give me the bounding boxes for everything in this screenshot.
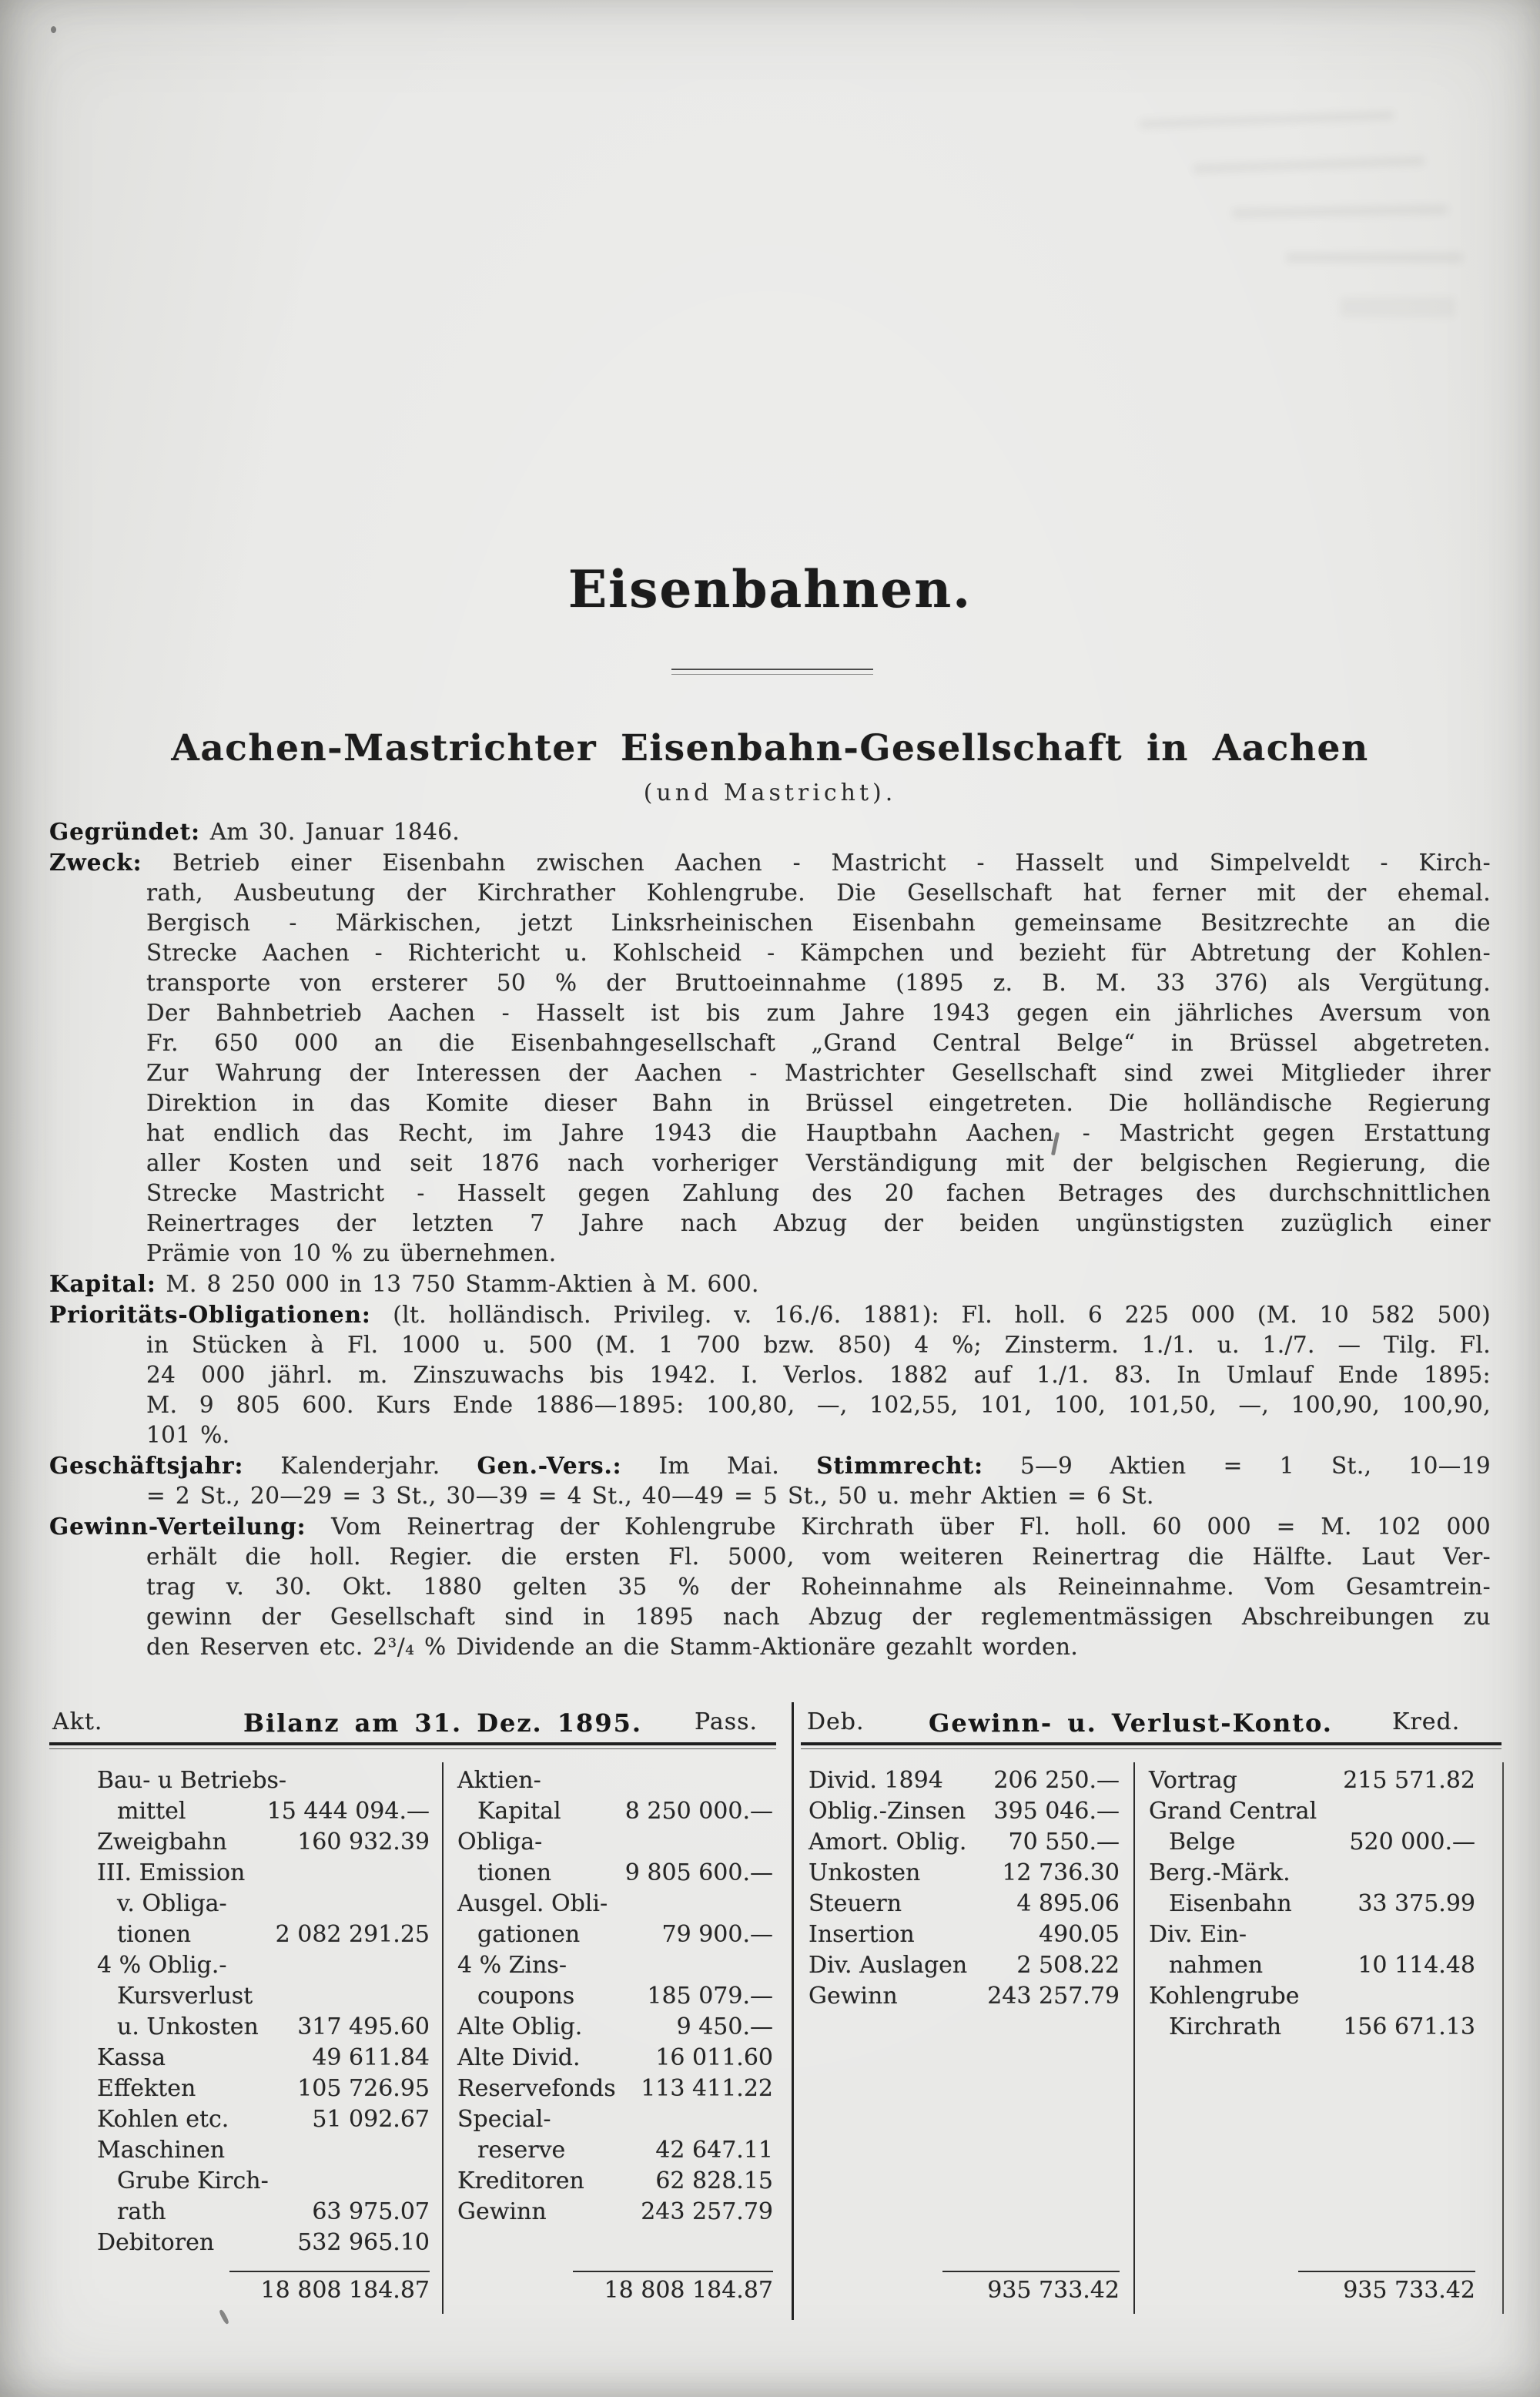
ledger-row (457, 2073, 773, 2104)
field-text: erhält die holl. Regier. die ersten Fl. 5000, vom weiteren Reinertrag die Hälfte. Laut Ver- (146, 1544, 1491, 1570)
ledger-value: 206 250.— (993, 1767, 1120, 1794)
ledger-value: 62 828.15 (655, 2167, 773, 2194)
ledger-label: Div. Auslagen (808, 1952, 968, 1979)
ledger-line: 4 % Zins- (457, 1952, 567, 1979)
text-line (49, 1269, 1491, 1299)
ledger-line-with-value (457, 1981, 773, 2012)
bilanz-aktiva-corner-label: Akt. (52, 1708, 103, 1735)
ledger-value: 105 726.95 (297, 2075, 430, 2102)
text-line (49, 1360, 1491, 1390)
ledger-value: 70 550.— (1008, 1829, 1120, 1856)
financial-tables (49, 1704, 1505, 2382)
ledger-value: 42 647.11 (655, 2137, 773, 2164)
ledger-line: Div. Ein- (1149, 1921, 1247, 1948)
ledger-label: nahmen (1169, 1952, 1264, 1979)
ledger-line-with-value (808, 1950, 1120, 1981)
ledger-line-with-value (1149, 2012, 1475, 2043)
ledger-line: Bau- u Betriebs- (97, 1767, 287, 1794)
field-text: = 2 St., 20—29 = 3 St., 30—39 = 4 St., 40—49 = 5 St., 50 u. mehr Aktien = 6 St. (146, 1483, 1154, 1509)
field-label: Gewinn-Verteilung: (49, 1513, 306, 1540)
ledger-label: u. Unkosten (117, 2013, 259, 2040)
gv-header-rule (801, 1742, 1502, 1749)
gv-kredit-column (1149, 1765, 1475, 2043)
bilanz-aktiva-column (97, 1765, 430, 2258)
ledger-label: Amort. Oblig. (808, 1829, 967, 1856)
ledger-line-with-value (97, 2228, 430, 2258)
gv-debet-corner-label: Deb. (807, 1708, 865, 1735)
ledger-line: 4 % Oblig.- (97, 1952, 227, 1979)
ledger-row (97, 2104, 430, 2135)
ledger-label: tionen (117, 1921, 192, 1948)
text-line (49, 1178, 1491, 1209)
ledger-row (1149, 1765, 1475, 1796)
text-line (49, 1542, 1491, 1572)
ledger-value: 185 079.— (647, 1983, 773, 2010)
debet-total: 935 733.42 (942, 2271, 1120, 2304)
ledger-label: Gewinn (808, 1983, 898, 2010)
field-text: M. 9 805 600. Kurs Ende 1886—1895: 100,80, —, 102,55, 101, 100, 101,50, —, 100,90, 100,90, (146, 1392, 1491, 1418)
ledger-label: Kassa (97, 2044, 166, 2071)
ledger-label: Divid. 1894 (808, 1767, 943, 1794)
ledger-row (808, 1950, 1120, 1981)
field-text: Im Mai. (621, 1453, 817, 1479)
ledger-row (808, 1827, 1120, 1858)
ledger-value: 2 082 291.25 (275, 1921, 430, 1948)
field-text: (lt. holländisch. Privileg. v. 16./6. 1881): Fl. holl. 6 225 000 (M. 10 582 500) (370, 1302, 1491, 1328)
text-line (49, 1148, 1491, 1178)
ledger-label: Insertion (808, 1921, 915, 1948)
field-label: Stimmrecht: (816, 1452, 983, 1479)
ledger-value: 520 000.— (1349, 1829, 1475, 1856)
field-text: Kalenderjahr. (243, 1453, 477, 1479)
ledger-row (457, 1889, 773, 1950)
ledger-line: Obliga- (457, 1829, 543, 1856)
ledger-row (808, 1858, 1120, 1889)
text-line (49, 816, 1491, 847)
field-text: Der Bahnbetrieb Aachen - Hasselt ist bis zum Jahre 1943 gegen ein jährliches Aversum von (146, 1000, 1491, 1026)
ledger-line-with-value (457, 2073, 773, 2104)
ledger-line-with-value (1149, 1827, 1475, 1858)
field-label: Gegründet: (49, 818, 200, 845)
ledger-label: Kirchrath (1169, 2013, 1282, 2040)
ledger-line: III. Emission (97, 1859, 246, 1886)
ledger-row (457, 2012, 773, 2043)
ledger-label: coupons (477, 1983, 575, 2010)
ledger-line-with-value (808, 1858, 1120, 1889)
text-line (49, 1330, 1491, 1360)
ledger-row (808, 1889, 1120, 1919)
company-name-heading: Aachen-Mastrichter Eisenbahn-Gesellschaft in Aachen (171, 727, 1369, 769)
ledger-line-with-value (97, 2073, 430, 2104)
ledger-value: 156 671.13 (1343, 2013, 1475, 2040)
text-line (49, 847, 1491, 878)
field-label: Zweck: (49, 849, 142, 876)
ledger-row (457, 1827, 773, 1889)
ledger-value: 243 257.79 (641, 2198, 773, 2225)
ledger-value: 79 900.— (661, 1921, 773, 1948)
ledger-label: Gewinn (457, 2198, 547, 2225)
text-line (49, 1420, 1491, 1450)
ledger-value: 9 805 600.— (624, 1859, 773, 1886)
text-line (49, 1118, 1491, 1148)
ledger-label: Steuern (808, 1890, 902, 1917)
ledger-value: 63 975.07 (312, 2198, 430, 2225)
ledger-value: 49 611.84 (312, 2044, 430, 2071)
ledger-line-with-value (808, 1796, 1120, 1827)
ledger-line-with-value (97, 1919, 430, 1950)
field-text: Strecke Mastricht - Hasselt gegen Zahlung des 20 fachen Betrages des durchschnittlichen (146, 1180, 1491, 1206)
ledger-row (457, 2166, 773, 2197)
bilanz-passiva-column (457, 1765, 773, 2228)
gv-debet-column (808, 1765, 1120, 2012)
gv-kredit-corner-label: Kred. (1392, 1708, 1461, 1735)
field-text: aller Kosten und seit 1876 nach vorheriger Verständigung mit der belgischen Regierung, die (146, 1150, 1491, 1176)
ledger-row (808, 1981, 1120, 2012)
ledger-line: Aktien- (457, 1767, 541, 1794)
ledger-value: 8 250 000.— (624, 1798, 773, 1825)
text-line (49, 1028, 1491, 1058)
ledger-value: 532 965.10 (297, 2229, 430, 2256)
ledger-label: rath (117, 2198, 166, 2225)
ledger-row (457, 2043, 773, 2073)
ledger-row (808, 1919, 1120, 1950)
ledger-label: reserve (477, 2137, 566, 2164)
ledger-line-with-value (808, 1981, 1120, 2012)
ledger-label: Belge (1169, 1829, 1236, 1856)
kredit-total: 935 733.42 (1298, 2271, 1475, 2304)
field-text: in Stücken à Fl. 1000 u. 500 (M. 1 700 bzw. 850) 4 %; Zinsterm. 1./1. u. 1./7. — Tilg. Fl. (146, 1332, 1491, 1358)
field-text: Direktion in das Komite dieser Bahn in Brüssel eingetreten. Die holländische Regierung (146, 1090, 1491, 1116)
ledger-line-with-value (457, 2197, 773, 2228)
ledger-label: Oblig.-Zinsen (808, 1798, 966, 1825)
field-label: Geschäftsjahr: (49, 1452, 244, 1479)
showthrough-artifact (1232, 205, 1448, 219)
text-line (49, 1209, 1491, 1239)
field-text: Prämie von 10 % zu übernehmen. (146, 1240, 557, 1266)
ledger-value: 113 411.22 (641, 2075, 773, 2102)
title-divider (671, 669, 873, 675)
text-line (49, 1299, 1491, 1330)
ledger-value: 10 114.48 (1358, 1952, 1475, 1979)
ledger-line-with-value (457, 1796, 773, 1827)
ledger-label: tionen (477, 1859, 552, 1886)
ledger-value: 33 375.99 (1358, 1890, 1475, 1917)
bilanz-passiva-corner-label: Pass. (695, 1708, 758, 1735)
ledger-label: gationen (477, 1921, 581, 1948)
passiva-total: 18 808 184.87 (573, 2271, 773, 2304)
ledger-row (1149, 1919, 1475, 1981)
field-text: den Reserven etc. 2³/₄ % Dividende an die Stamm-Aktionäre gezahlt worden. (146, 1634, 1079, 1660)
ledger-label: Kapital (477, 1798, 561, 1825)
ledger-line-with-value (457, 1858, 773, 1889)
ledger-line-with-value (457, 2043, 773, 2073)
ledger-line: Ausgel. Obli- (457, 1890, 608, 1917)
page-showthrough (1109, 100, 1478, 354)
ledger-line-with-value (1149, 1889, 1475, 1919)
ledger-line-with-value (1149, 1950, 1475, 1981)
field-text: M. 8 250 000 in 13 750 Stamm-Aktien à M. 600. (156, 1271, 759, 1297)
ledger-line: Kohlengrube (1149, 1983, 1300, 2010)
ledger-row (97, 1765, 430, 1827)
company-subtitle: (und Mastricht). (643, 779, 897, 806)
ledger-row (457, 2197, 773, 2228)
ledger-value: 4 895.06 (1016, 1890, 1120, 1917)
center-table-divider (792, 1702, 794, 2320)
showthrough-artifact (1286, 253, 1463, 263)
ledger-line-with-value (808, 1827, 1120, 1858)
field-text: 5—9 Aktien = 1 St., 10—19 (983, 1453, 1491, 1479)
text-line (49, 1632, 1491, 1662)
bilanz-column-divider (442, 1762, 444, 2314)
ledger-value: 317 495.60 (297, 2013, 430, 2040)
ledger-line-with-value (457, 2135, 773, 2166)
text-line (49, 1390, 1491, 1420)
ledger-line: Grand Central (1149, 1798, 1317, 1825)
ledger-line-with-value (97, 2197, 430, 2228)
text-line (49, 938, 1491, 968)
ledger-line-with-value (808, 1765, 1120, 1796)
showthrough-artifact (1340, 297, 1455, 317)
ledger-line-with-value (97, 1796, 430, 1827)
ledger-value: 15 444 094.— (266, 1798, 430, 1825)
text-line (49, 1239, 1491, 1269)
ledger-line-with-value (457, 2166, 773, 2197)
field-text: gewinn der Gesellschaft sind in 1895 nach Abzug der reglementmässigen Abschreibungen zu (146, 1604, 1491, 1630)
field-text: 24 000 jährl. m. Zinszuwachs bis 1942. I. Verlos. 1882 auf 1./1. 83. In Umlauf Ende 1895: (146, 1362, 1491, 1388)
ledger-line: Berg.-Märk. (1149, 1859, 1291, 1886)
ledger-row (1149, 1981, 1475, 2043)
ledger-value: 160 932.39 (297, 1829, 430, 1856)
text-line (49, 998, 1491, 1028)
bilanz-header-rule (49, 1742, 776, 1749)
ledger-label: Kohlen etc. (97, 2106, 229, 2133)
ledger-row (97, 1827, 430, 1858)
company-profile-text (49, 816, 1491, 1662)
field-text: trag v. 30. Okt. 1880 gelten 35 % der Roheinnahme als Reineinnahme. Vom Gesamtrein- (146, 1574, 1491, 1600)
field-text: rath, Ausbeutung der Kirchrather Kohlengrube. Die Gesellschaft hat ferner mit der ehemal. (146, 880, 1491, 906)
ledger-row (1149, 1858, 1475, 1919)
field-text: 101 %. (146, 1422, 230, 1448)
ledger-row (457, 2104, 773, 2166)
ledger-value: 243 257.79 (987, 1983, 1120, 2010)
field-text: transporte von ersterer 50 % der Bruttoeinnahme (1895 z. B. M. 33 376) als Vergütung. (146, 970, 1491, 996)
ledger-row (457, 1765, 773, 1827)
ledger-value: 395 046.— (993, 1798, 1120, 1825)
ledger-row (808, 1796, 1120, 1827)
field-text: Reinertrages der letzten 7 Jahre nach Abzug der beiden ungünstigsten zuzüglich einer (146, 1210, 1491, 1236)
ledger-line-with-value (457, 2012, 773, 2043)
gv-table-title: Gewinn- u. Verlust-Konto. (929, 1708, 1333, 1738)
ledger-value: 9 450.— (676, 2013, 773, 2040)
text-line (49, 1511, 1491, 1542)
text-line (49, 1088, 1491, 1118)
ledger-line-with-value (1149, 1765, 1475, 1796)
text-line (49, 1481, 1491, 1511)
field-label: Gen.-Vers.: (477, 1452, 622, 1479)
ledger-label: Alte Oblig. (457, 2013, 583, 2040)
ledger-row (808, 1765, 1120, 1796)
ledger-line-with-value (808, 1889, 1120, 1919)
ledger-label: Debitoren (97, 2229, 215, 2256)
ledger-label: Kreditoren (457, 2167, 584, 2194)
ledger-line-with-value (457, 1919, 773, 1950)
ledger-line-with-value (97, 2012, 430, 2043)
ledger-row (97, 1858, 430, 1950)
field-text: Betrieb einer Eisenbahn zwischen Aachen - Mastricht - Hasselt und Simpelveldt - Kirch- (142, 850, 1491, 876)
text-line (49, 1572, 1491, 1602)
page-title: Eisenbahnen. (567, 559, 973, 619)
ledger-row (97, 1950, 430, 2043)
ledger-row (97, 2135, 430, 2228)
ledger-value: 2 508.22 (1016, 1952, 1120, 1979)
ledger-value: 51 092.67 (312, 2106, 430, 2133)
showthrough-artifact (1140, 111, 1394, 129)
field-text: Fr. 650 000 an die Eisenbahngesellschaft „Grand Central Belge“ in Brüssel abgetreten. (146, 1030, 1491, 1056)
field-label: Prioritäts-Obligationen: (49, 1301, 371, 1328)
field-text: hat endlich das Recht, im Jahre 1943 die Hauptbahn Aachen - Mastricht gegen Erstattung (146, 1120, 1491, 1146)
ledger-line-with-value (97, 2043, 430, 2073)
ink-speck (51, 26, 56, 33)
field-text: Bergisch - Märkischen, jetzt Linksrheinischen Eisenbahn gemeinsame Besitzrechte an die (146, 910, 1491, 936)
showthrough-artifact (1194, 156, 1424, 173)
ledger-line-with-value (808, 1919, 1120, 1950)
ledger-line-with-value (97, 2104, 430, 2135)
text-line (49, 908, 1491, 938)
text-line (49, 1602, 1491, 1632)
ledger-line: Kursverlust (117, 1983, 253, 2010)
ledger-row (97, 2043, 430, 2073)
text-line (49, 1450, 1491, 1481)
text-line (49, 1058, 1491, 1088)
field-text: Vom Reinertrag der Kohlengrube Kirchrath über Fl. holl. 60 000 = M. 102 000 (306, 1514, 1491, 1540)
ledger-row (97, 2228, 430, 2258)
ledger-row (457, 1950, 773, 2012)
ledger-line-with-value (97, 1827, 430, 1858)
field-text: Am 30. Januar 1846. (199, 819, 460, 845)
ledger-label: Unkosten (808, 1859, 921, 1886)
ledger-label: Reservefonds (457, 2075, 616, 2102)
bilanz-table-title: Bilanz am 31. Dez. 1895. (243, 1708, 642, 1738)
ledger-value: 16 011.60 (655, 2044, 773, 2071)
ledger-line: Maschinen (97, 2137, 226, 2164)
ledger-value: 215 571.82 (1343, 1767, 1475, 1794)
ledger-label: Effekten (97, 2075, 196, 2102)
ledger-row (97, 2073, 430, 2104)
field-text: Zur Wahrung der Interessen der Aachen - Mastrichter Gesellschaft sind zwei Mitglieder ihrer (146, 1060, 1491, 1086)
field-text: Strecke Aachen - Richtericht u. Kohlscheid - Kämpchen und bezieht für Abtretung der Kohlen- (146, 940, 1491, 966)
aktiva-total: 18 808 184.87 (229, 2271, 430, 2304)
ledger-label: Zweigbahn (97, 1829, 227, 1856)
ledger-label: mittel (117, 1798, 186, 1825)
ledger-label: Vortrag (1149, 1767, 1237, 1794)
ledger-line: Special- (457, 2106, 551, 2133)
ledger-row (1149, 1796, 1475, 1858)
ledger-line: v. Obliga- (117, 1890, 227, 1917)
gv-column-divider (1133, 1762, 1135, 2314)
ledger-line: Grube Kirch- (117, 2167, 269, 2194)
text-line (49, 878, 1491, 908)
ledger-value: 490.05 (1039, 1921, 1120, 1948)
ledger-value: 12 736.30 (1002, 1859, 1120, 1886)
right-edge-rule (1502, 1762, 1504, 2314)
ledger-label: Eisenbahn (1169, 1890, 1292, 1917)
text-line (49, 968, 1491, 998)
field-label: Kapital: (49, 1270, 156, 1297)
ledger-label: Alte Divid. (457, 2044, 581, 2071)
